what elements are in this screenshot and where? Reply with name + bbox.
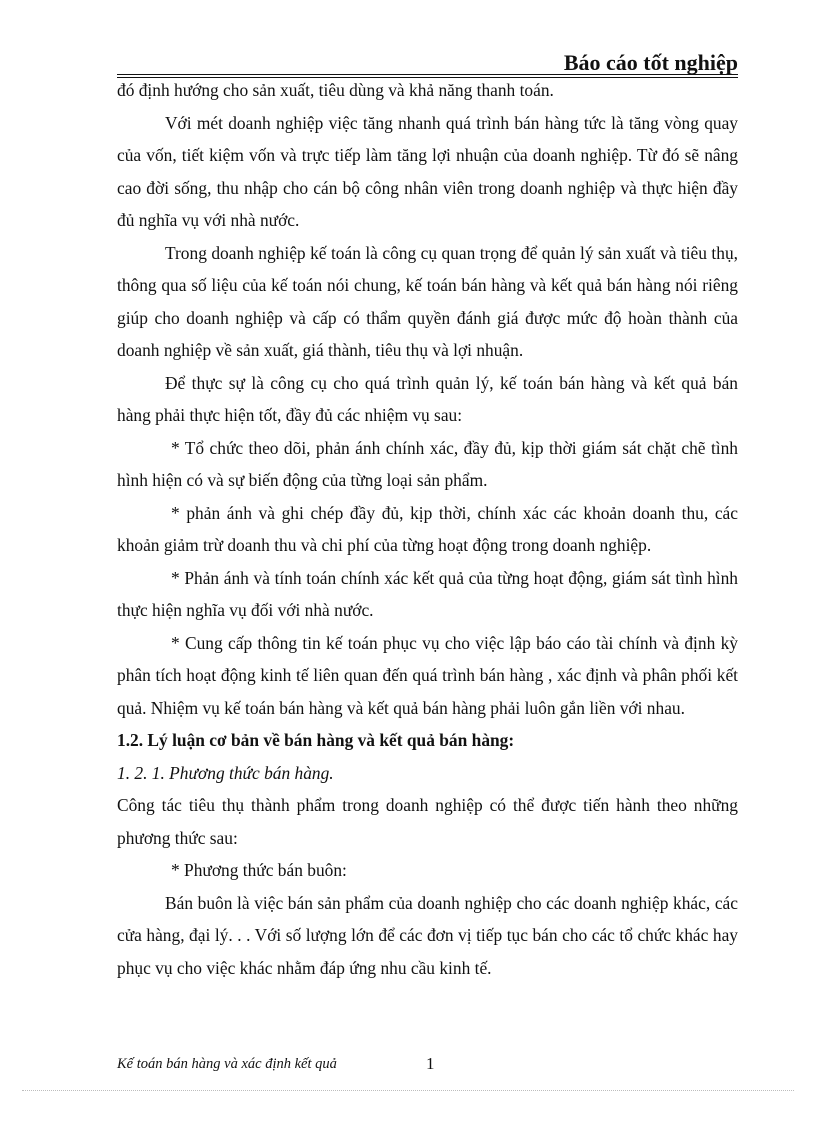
page-number: 1	[426, 1054, 435, 1073]
section-heading: 1.2. Lý luận cơ bản về bán hàng và kết quả bán hàng:	[117, 730, 515, 750]
paragraph: Với mét doanh nghiệp việc tăng nhanh quá trình bán hàng tức là tăng vòng quay của vốn, tiết kiệm vốn và trực tiếp làm tăng lợi nhuận của doanh nghiệp. Từ đó sẽ nâng cao đời sống, thu nhập cho cán bộ công nhân viên trong doanh nghiệp và thực hiện đầy đủ nghĩa vụ với nhà nước.	[117, 112, 738, 230]
subsection-heading: 1. 2. 1. Phương thức bán hàng.	[117, 762, 334, 783]
document-body	[117, 74, 738, 984]
bullet-paragraph: * phản ánh và ghi chép đầy đủ, kịp thời, chính xác các khoản doanh thu, các khoản giảm trừ doanh thu và chi phí của từng hoạt động trong doanh nghiệp.	[117, 502, 738, 555]
bullet-paragraph: * Phản ánh và tính toán chính xác kết quả của từng hoạt động, giám sát tình hình thực hiện nghĩa vụ đối với nhà nước.	[117, 567, 738, 620]
page-footer-text: Kế toán bán hàng và xác định kết quả	[117, 1056, 337, 1072]
bullet-paragraph: * Cung cấp thông tin kế toán phục vụ cho việc lập báo cáo tài chính và định kỳ phân tích hoạt động kinh tế liên quan đến quá trình bán hàng , xác định và phân phối kết quả. Nhiệm vụ kế toán bán hàng và kết quả bán hàng phải luôn gắn liền với nhau.	[117, 632, 738, 718]
page-header-title: Báo cáo tốt nghiệp	[563, 50, 738, 75]
footer-dotted-line	[22, 1090, 794, 1091]
bullet-paragraph: * Phương thức bán buôn:	[171, 860, 347, 880]
paragraph: Để thực sự là công cụ cho quá trình quản lý, kế toán bán hàng và kết quả bán hàng phải thực hiện tốt, đầy đủ các nhiệm vụ sau:	[117, 372, 738, 425]
paragraph: Bán buôn là việc bán sản phẩm của doanh nghiệp cho các doanh nghiệp khác, các cửa hàng, đại lý. . . Với số lượng lớn để các đơn vị tiếp tục bán cho các tổ chức khác hay phục vụ cho việc khác nhằm đáp ứng nhu cầu kinh tế.	[117, 892, 738, 978]
paragraph-continuation: đó định hướng cho sản xuất, tiêu dùng và khả năng thanh toán.	[117, 80, 554, 100]
paragraph: Trong doanh nghiệp kế toán là công cụ quan trọng để quản lý sản xuất và tiêu thụ, thông qua số liệu của kế toán nói chung, kế toán bán hàng và kết quả bán hàng nói riêng giúp cho doanh nghiệp và cấp có thẩm quyền đánh giá được mức độ hoàn thành của doanh nghiệp về sản xuất, giá thành, tiêu thụ và lợi nhuận.	[117, 242, 738, 360]
bullet-paragraph: * Tổ chức theo dõi, phản ánh chính xác, đầy đủ, kịp thời giám sát chặt chẽ tình hình hiện có và sự biến động của từng loại sản phẩm.	[117, 437, 738, 490]
paragraph: Công tác tiêu thụ thành phẩm trong doanh nghiệp có thể được tiến hành theo những phương thức sau:	[117, 795, 738, 848]
